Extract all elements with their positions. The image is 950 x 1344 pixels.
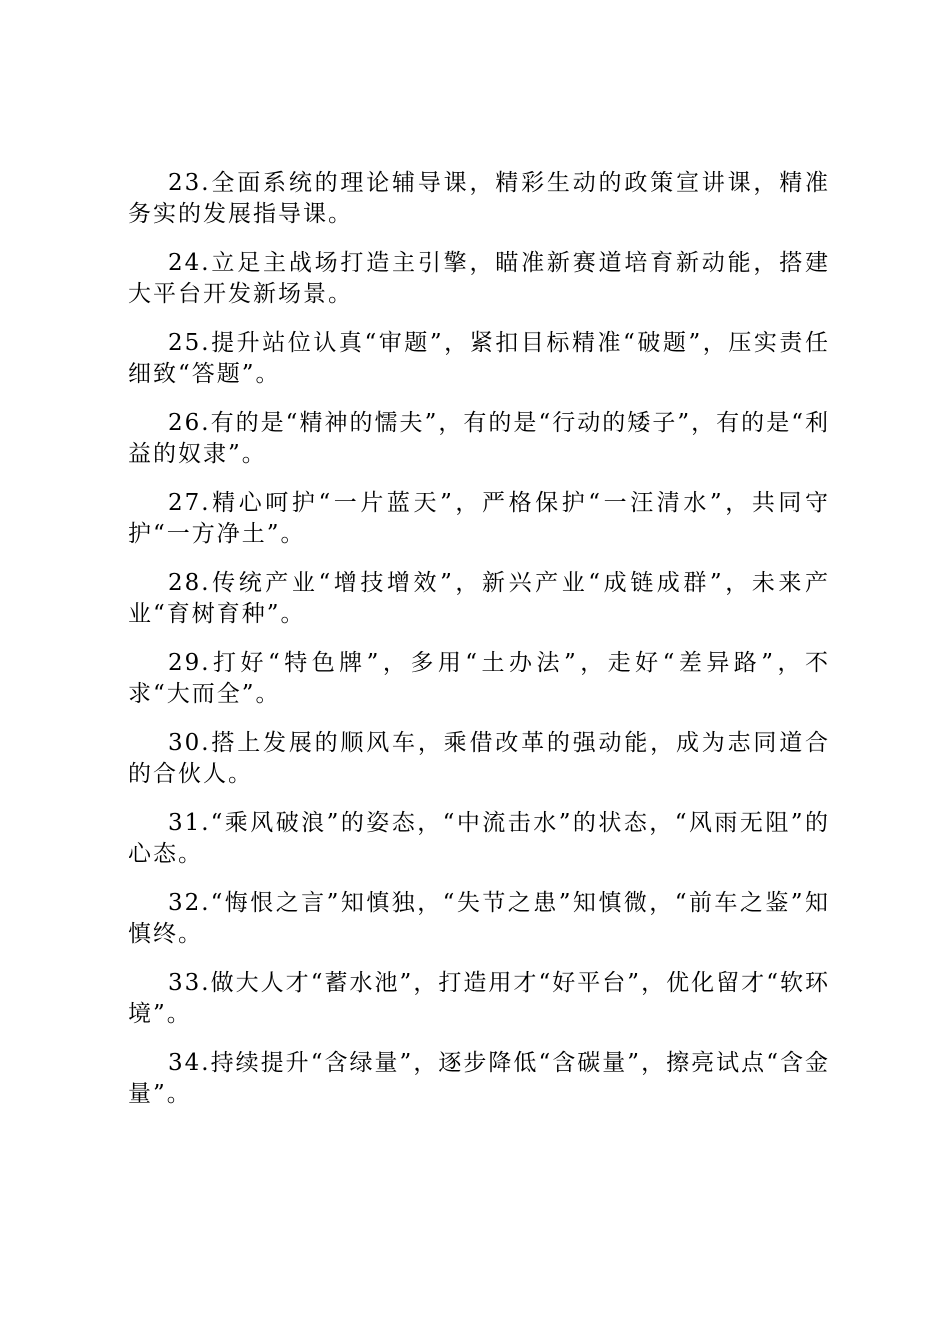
paragraph-26: 26.有的是“精神的懦夫”，有的是“行动的矮子”，有的是“利益的奴隶”。 [128,410,830,467]
paragraph-24: 24.立足主战场打造主引擎，瞄准新赛道培育新动能，搭建大平台开发新场景。 [128,250,830,307]
paragraph-23: 23.全面系统的理论辅导课，精彩生动的政策宣讲课，精准务实的发展指导课。 [128,170,830,227]
paragraph-30: 30.搭上发展的顺风车，乘借改革的强动能，成为志同道合的合伙人。 [128,730,830,787]
paragraph-31: 31.“乘风破浪”的姿态，“中流击水”的状态，“风雨无阻”的心态。 [128,810,830,867]
paragraph-25: 25.提升站位认真“审题”，紧扣目标精准“破题”，压实责任细致“答题”。 [128,330,830,387]
paragraph-27: 27.精心呵护“一片蓝天”，严格保护“一汪清水”，共同守护“一方净土”。 [128,490,830,547]
paragraph-34: 34.持续提升“含绿量”，逐步降低“含碳量”，擦亮试点“含金量”。 [128,1050,830,1107]
paragraph-28: 28.传统产业“增技增效”，新兴产业“成链成群”，未来产业“育树育种”。 [128,570,830,627]
paragraph-32: 32.“悔恨之言”知慎独，“失节之患”知慎微，“前车之鉴”知慎终。 [128,890,830,947]
paragraph-33: 33.做大人才“蓄水池”，打造用才“好平台”，优化留才“软环境”。 [128,970,830,1027]
document-body [128,168,830,1128]
paragraph-29: 29.打好“特色牌”，多用“土办法”，走好“差异路”，不求“大而全”。 [128,650,830,707]
